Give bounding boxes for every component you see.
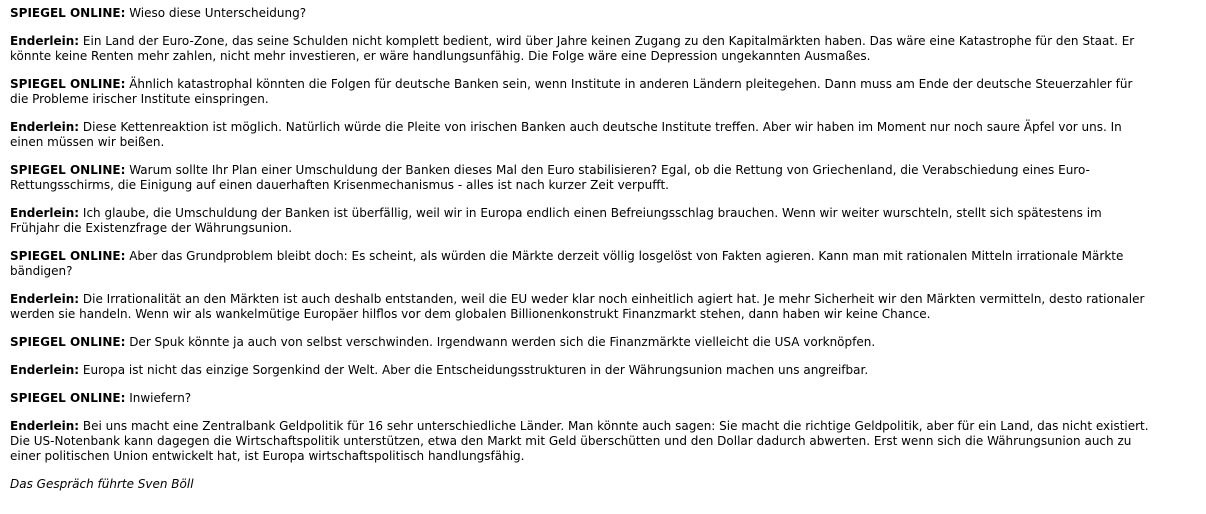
paragraph-text: Bei uns macht eine Zentralbank Geldpolitik für 16 sehr unterschiedliche Länder. Man könnte auch sagen: Sie macht die richtige Geldpolitik, aber für ein Land, das nicht existiert. Die US-Notenbank kann dagegen die Wirtschaftspolitik unterstützen, etwa den Markt mit Geld überschütten und den Dollar dadurch abwerten. Erst wenn sich die Währungsunion auch zu einer politischen Union entwickelt hat, ist Europa wirtschaftspolitisch handlungsfähig.: [10, 419, 1149, 463]
interview-paragraph: [10, 206, 1150, 236]
paragraph-text: Diese Kettenreaktion ist möglich. Natürlich würde die Pleite von irischen Banken auch deutsche Institute treffen. Aber wir haben im Moment nur noch saure Äpfel vor uns. In einen müssen wir beißen.: [10, 120, 1122, 149]
interview-paragraph: [10, 363, 1150, 378]
speaker-label: Enderlein:: [10, 363, 80, 377]
interview-paragraph: [10, 77, 1150, 107]
paragraph-text: Aber das Grundproblem bleibt doch: Es scheint, als würden die Märkte derzeit völlig losgelöst von Fakten agieren. Kann man mit rationalen Mitteln irrationale Märkte bändigen?: [10, 249, 1124, 278]
speaker-label: SPIEGEL ONLINE:: [10, 163, 126, 177]
speaker-label: SPIEGEL ONLINE:: [10, 391, 126, 405]
speaker-label: SPIEGEL ONLINE:: [10, 77, 126, 91]
speaker-label: SPIEGEL ONLINE:: [10, 6, 126, 20]
interview-paragraph: [10, 335, 1150, 350]
paragraph-text: Warum sollte Ihr Plan einer Umschuldung der Banken dieses Mal den Euro stabilisieren? Egal, ob die Rettung von Griechenland, die Verabschiedung eines Euro-Rettungsschirms, die Einigung auf einen dauerhaften Krisenmechanismus - alles ist nach kurzer Zeit verpufft.: [10, 163, 1090, 192]
paragraph-text: Ich glaube, die Umschuldung der Banken ist überfällig, weil wir in Europa endlich einen Befreiungsschlag brauchen. Wenn wir weiter wurschteln, stellt sich spätestens im Frühjahr die Existenzfrage der Währungsunion.: [10, 206, 1102, 235]
speaker-label: Enderlein:: [10, 120, 80, 134]
speaker-label: SPIEGEL ONLINE:: [10, 335, 126, 349]
paragraph-text: Der Spuk könnte ja auch von selbst verschwinden. Irgendwann werden sich die Finanzmärkte vielleicht die USA vorknöpfen.: [125, 335, 876, 349]
paragraph-text: Ein Land der Euro-Zone, das seine Schulden nicht komplett bedient, wird über Jahre keinen Zugang zu den Kapitalmärkten haben. Das wäre eine Katastrophe für den Staat. Er könnte keine Renten mehr zahlen, nicht mehr investieren, er wäre handlungsunfähig. Die Folge wäre eine Depression ungekannten Ausmaßes.: [10, 34, 1135, 63]
interview-paragraph: [10, 249, 1150, 279]
speaker-label: Enderlein:: [10, 292, 80, 306]
paragraph-text: Europa ist nicht das einzige Sorgenkind der Welt. Aber die Entscheidungsstrukturen in der Währungsunion machen uns angreifbar.: [79, 363, 869, 377]
interview-paragraph: [10, 391, 1150, 406]
interview-paragraph: [10, 292, 1150, 322]
paragraph-text: Inwiefern?: [125, 391, 192, 405]
paragraph-text: Wieso diese Unterscheidung?: [125, 6, 307, 20]
speaker-label: Enderlein:: [10, 419, 80, 433]
interview-paragraph: [10, 34, 1150, 64]
interview-paragraph: [10, 6, 1150, 21]
author-byline: Das Gespräch führte Sven Böll: [10, 477, 194, 491]
speaker-label: Enderlein:: [10, 206, 80, 220]
interview-paragraph: [10, 120, 1150, 150]
speaker-label: SPIEGEL ONLINE:: [10, 249, 126, 263]
paragraph-text: Ähnlich katastrophal könnten die Folgen für deutsche Banken sein, wenn Institute in anderen Ländern pleitegehen. Dann muss am Ende der deutsche Steuerzahler für die Probleme irischer Institute einspringen.: [10, 77, 1133, 106]
interview-paragraph: [10, 419, 1150, 464]
paragraph-text: Die Irrationalität an den Märkten ist auch deshalb entstanden, weil die EU weder klar noch einheitlich agiert hat. Je mehr Sicherheit wir den Märkten vermitteln, desto rationaler werden sie handeln. Wenn wir als wankelmütige Europäer hilflos vor dem globalen Billionenkonstrukt Finanzmarkt stehen, dann haben wir keine Chance.: [10, 292, 1145, 321]
speaker-label: Enderlein:: [10, 34, 80, 48]
interview-paragraph: [10, 163, 1150, 193]
